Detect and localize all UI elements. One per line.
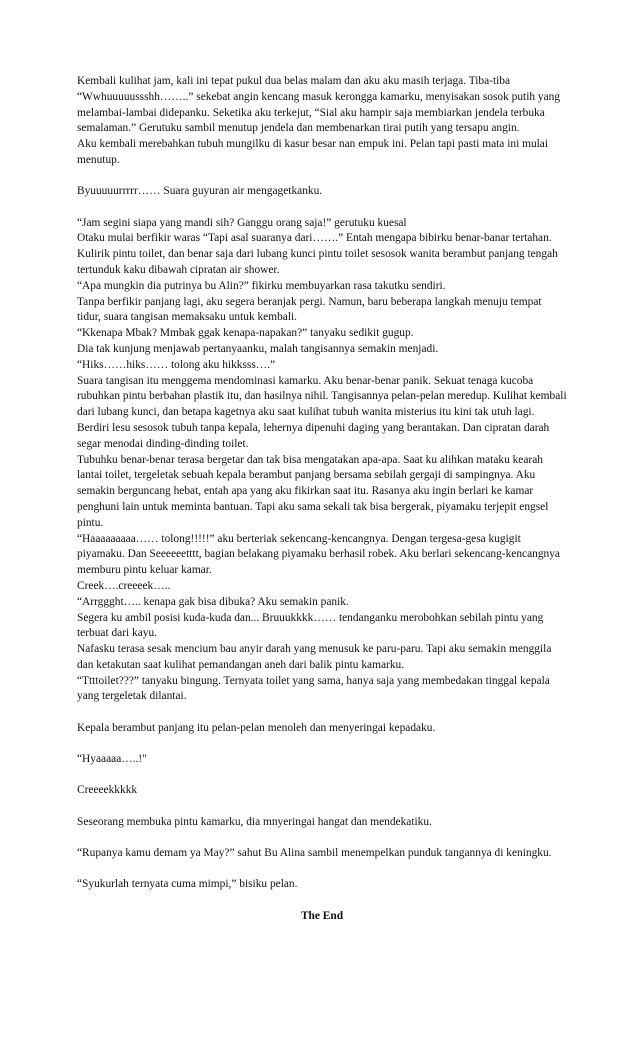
paragraph-gap xyxy=(77,893,567,909)
story-paragraph: “Rupanya kamu demam ya May?” sahut Bu Alina sambil menempelkan punduk tangannya di keningku. xyxy=(77,846,552,859)
story-paragraph: Kembali kulihat jam, kali ini tepat pukul dua belas malam dan aku aku masih terjaga. Tiba-tiba “Wwhuuuuussshh……..” sekebat angin kencang masuk kerongga kamarku, menyisakan sosok putih yang melambai-lambai didepanku. Seketika aku terkejut, “Sial aku hampir saja membiarkan jendela terbuka semalaman.” Gerutuku sambil menutup jendela dan membenarkan tirai putih yang tersapu angin. xyxy=(77,75,561,135)
story-paragraph: Otaku mulai berfikir waras “Tapi asal suaranya dari…….” Entah mengapa bibirku benar-banar tertahan. Kulirik pintu toilet, dan benar saja dari lubang kunci pintu toilet sesosok wanita berambut panjang tengah tertunduk kaku dibawah cipratan air shower. xyxy=(77,232,558,276)
story-paragraph: “Ttttoilet???” tanyaku bingung. Ternyata toilet yang sama, hanya saja yang membedakan tinggal kepala yang tergeletak dilantai. xyxy=(77,674,550,703)
document-page xyxy=(77,74,567,924)
story-paragraph: Creek….creeeek….. xyxy=(77,579,171,592)
story-paragraph: “Jam segini siapa yang mandi sih? Ganggu orang saja!” gerutuku kuesal xyxy=(77,216,407,229)
paragraph-gap xyxy=(77,830,567,846)
end-label: The End xyxy=(300,909,344,922)
paragraph-gap xyxy=(77,799,567,815)
story-paragraph: Aku kembali merebahkan tubuh mungilku di kasur besar nan empuk ini. Pelan tapi pasti mata ini mulai menutup. xyxy=(77,138,549,166)
paragraph-gap xyxy=(77,862,567,878)
paragraph-gap xyxy=(77,200,567,216)
story-paragraph: “Kkenapa Mbak? Mmbak ggak kenapa-napakan?” tanyaku sedikit gugup. xyxy=(77,327,414,340)
paragraph-gap xyxy=(77,768,567,784)
story-paragraph: Tanpa berfikir panjang lagi, aku segera beranjak pergi. Namun, baru beberapa langkah menuju tempat tidur, suara tangisan memaksaku untuk kembali. xyxy=(77,295,542,324)
story-paragraph: “Apa mungkin dia putrinya bu Alin?” fikirku membuyarkan rasa takutku sendiri. xyxy=(77,279,446,292)
story-paragraph: Nafasku terasa sesak mencium bau anyir darah yang menusuk ke paru-paru. Tapi aku semakin menggila dan ketakutan saat kulihat pemandangan aneh dari balik pintu kamarku. xyxy=(77,643,552,671)
story-paragraph: “Hiks……hiks…… tolong aku hikksss….” xyxy=(77,358,276,371)
paragraph-gap xyxy=(77,737,567,753)
story-body xyxy=(77,74,567,909)
paragraph-gap xyxy=(77,169,567,185)
story-paragraph: Kepala berambut panjang itu pelan-pelan menoleh dan menyeringai kepadaku. xyxy=(77,721,436,734)
story-paragraph: Seseorang membuka pintu kamarku, dia mnyeringai hangat dan mendekatiku. xyxy=(77,815,432,828)
story-paragraph: Suara tangisan itu menggema mendominasi kamarku. Aku benar-benar panik. Sekuat tenaga kucoba rubuhkan pintu berbahan plastik itu, dan hasilnya nihil. Tangisannya pelan-pelan meredup. Kulihat kembali dari lubang kunci, dan betapa kagetnya aku saat kulihat tubuh wanita misterius itu kini tak utuh lagi. Berdiri lesu sesosok tubuh tanpa kepala, lehernya dipenuhi daging yang berantakan. Dan cipratan darah segar menodai dinding-dinding toilet. xyxy=(77,374,567,450)
story-paragraph: Dia tak kunjung menjawab pertanyaanku, malah tangisannya semakin menjadi. xyxy=(77,342,439,355)
story-paragraph: Segera ku ambil posisi kuda-kuda dan... Bruuukkkk…… tendanganku merobohkan sebilah pintu yang terbuat dari kayu. xyxy=(77,611,544,640)
story-paragraph: Byuuuuurrrrr…… Suara guyuran air mengagetkanku. xyxy=(77,185,323,198)
paragraph-gap xyxy=(77,705,567,721)
story-paragraph: “Arrggght….. kenapa gak bisa dibuka? Aku semakin panik. xyxy=(77,595,349,608)
story-paragraph: Creeeekkkkk xyxy=(77,784,138,797)
story-paragraph: Tubuhku benar-benar terasa bergetar dan tak bisa mengatakan apa-apa. Saat ku alihkan mataku kearah lantai toilet, tergeletak sebuah kepala berambut panjang bersama sebilah gergaji di sampingnya. Aku semakin berguncang hebat, entah apa yang aku fikirkan saat itu. Rasanya aku ingin berlari ke kamar penghuni lain untuk meminta bantuan. Tapi aku sama sekali tak bisa bergerak, piyamaku terjepit engsel pintu. xyxy=(77,453,549,529)
story-paragraph: “Hyaaaaa…..!" xyxy=(77,753,147,766)
story-paragraph: “Syukurlah ternyata cuma mimpi,” bisiku pelan. xyxy=(77,878,298,891)
story-paragraph: “Haaaaaaaaa…… tolong!!!!!” aku berteriak sekencang-kencangnya. Dengan tergesa-gesa kugigit piyamaku. Dan Seeeeeetttt, bagian belakang piyamaku berhasil robek. Aku berlari sekencang-kencangnya memburu pintu keluar kamar. xyxy=(77,532,560,577)
